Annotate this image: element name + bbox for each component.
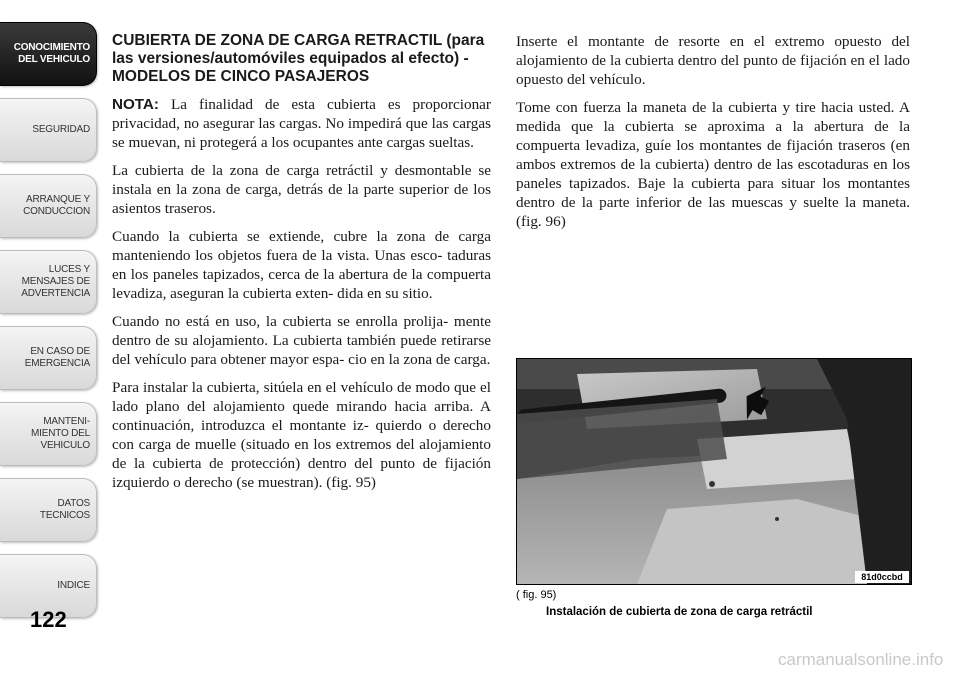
figure-number: ( fig. 95): [516, 589, 557, 601]
body-paragraph: Cuando no está en uso, la cubierta se enrolla prolija- mente dentro de su alojamiento. La cubierta también puede retirarse del vehículo para obtener mayor espa- cio en la zona de carga.: [112, 313, 491, 368]
tab-arranque-y-conduccion[interactable]: [0, 174, 97, 238]
figure-caption: Instalación de cubierta de zona de carga retráctil: [546, 606, 813, 618]
figure-code: 81d0ccbd: [861, 572, 903, 582]
note-paragraph: [112, 95, 491, 152]
tab-seguridad[interactable]: [0, 98, 97, 162]
tab-label: LUCES Y MENSAJES DE ADVERTENCIA: [21, 264, 90, 299]
tab-label: EN CASO DE EMERGENCIA: [24, 346, 90, 369]
body-paragraph: La cubierta de la zona de carga retráctil y desmontable se instala en la zona de carga, detrás de la parte superior de los asientos traseros.: [112, 162, 491, 217]
body-paragraph: Inserte el montante de resorte en el extremo opuesto del alojamiento de la cubierta dentro del punto de fijación en el lado opuesto del vehículo.: [516, 33, 910, 88]
tab-conocimiento-del-vehiculo[interactable]: [0, 22, 97, 86]
tab-luces-y-mensajes[interactable]: [0, 250, 97, 314]
section-heading: CUBIERTA DE ZONA DE CARGA RETRACTIL (para las versiones/automóviles equipados al efecto) - MODELOS DE CINCO PASAJEROS: [112, 32, 485, 85]
body-paragraph: Para instalar la cubierta, sitúela en el vehículo de modo que el lado plano del alojamiento quede mirando hacia arriba. A continuación, introduzca el montante iz- quierdo o derecho con carga de muelle (situado en los extremos del alojamiento de la cubierta de protección) dentro del punto de fijación izquierdo o derecho (se muestran). (fig. 95): [112, 379, 491, 491]
tab-en-caso-de-emergencia[interactable]: [0, 326, 97, 390]
note-label: NOTA:: [112, 96, 159, 113]
tab-mantenimiento[interactable]: [0, 402, 97, 466]
cargo-cover-photo: [516, 358, 912, 585]
tab-label: MANTENI- MIENTO DEL VEHICULO: [31, 416, 90, 451]
tab-label: CONOCIMIENTO DEL VEHICULO: [13, 42, 90, 65]
tab-datos-tecnicos[interactable]: [0, 478, 97, 542]
right-column: [516, 32, 910, 240]
page-number: 122: [30, 607, 67, 632]
tab-label: INDICE: [57, 580, 90, 591]
watermark: carmanualsonline.info: [778, 650, 944, 669]
body-paragraph: Tome con fuerza la maneta de la cubierta y tire hacia usted. A medida que la cubierta se aproxima a la abertura de la compuerta levadiza, guíe los montantes de fijación traseros (en ambos extremos de la cubierta) dentro de las escotaduras en los paneles tapizados. Baje la cubierta para situar los montantes dentro de la parte inferior de las muescas y suelte la maneta. (fig. 96): [516, 99, 910, 230]
note-text: La finalidad de esta cubierta es proporcionar privacidad, no asegurar las cargas. No impedirá que las cargas se muevan, ni protegerá a los ocupantes ante cargas sueltas.: [112, 96, 491, 151]
cargo-area-illustration: [517, 359, 911, 584]
tab-label: DATOS TECNICOS: [39, 498, 90, 521]
tab-label: SEGURIDAD: [32, 124, 90, 135]
left-column: [112, 32, 491, 501]
tab-label: ARRANQUE Y CONDUCCION: [23, 194, 90, 217]
body-paragraph: Cuando la cubierta se extiende, cubre la zona de carga manteniendo los objetos fuera de la vista. Unas esco- taduras en los paneles tapizados, cerca de la abertura de la compuerta levadiza, aseguran la cubierta exten- dida en su sitio.: [112, 228, 491, 302]
